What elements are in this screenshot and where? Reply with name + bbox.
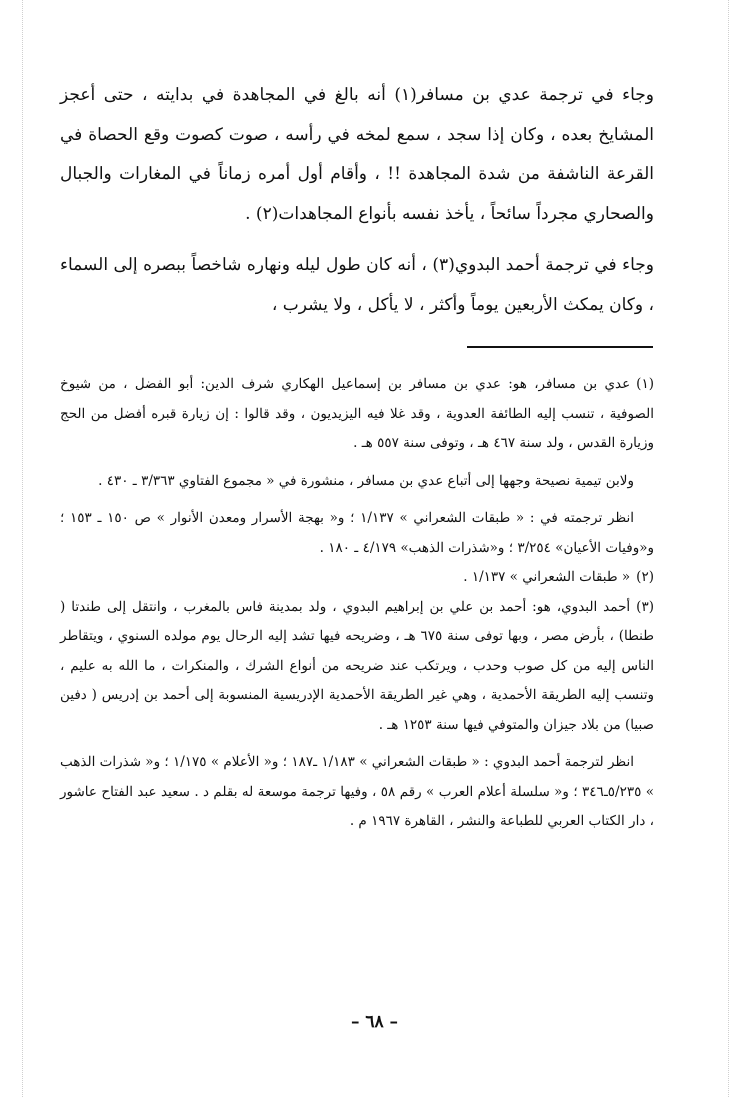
footnote-text: « طبقات الشعراني » ١/١٣٧ . xyxy=(463,569,631,585)
page-number: – ٦٨ – xyxy=(350,1012,399,1032)
footnote-3 xyxy=(60,593,654,741)
footnote-1-sources: انظر ترجمته في : « طبقات الشعراني » ١/١٣٧ ؛ و« بهجة الأسرار ومعدن الأنوار » ص ١٥٠ ـ ١٥٣ ؛ و«وفيات الأعيان» ٣/٢٥٤ ؛ و«شذرات الذهب» ٤/١٧٩ ـ ١٨٠ . xyxy=(60,510,654,556)
footnote-1 xyxy=(60,370,654,459)
left-margin-line xyxy=(22,0,23,1097)
footnote-3-sources: انظر لترجمة أحمد البدوي : « طبقات الشعراني » ١/١٨٣ ـ١٨٧ ؛ و« الأعلام » ١/١٧٥ ؛ و« شذرات الذهب » ٥/٢٣٥ـ٣٤٦ ؛ و« سلسلة أعلام العرب » رقم ٥٨ ، وفيها ترجمة موسعة له بقلم د . سعيد عبد الفتاح عاشور ، دار الكتاب العربي للطباعة والنشر ، القاهرة ١٩٦٧ م . xyxy=(60,754,654,829)
footnote-separator xyxy=(467,346,653,348)
footnote-text: عدي بن مسافر، هو: عدي بن مسافر بن إسماعيل الهكاري شرف الدين: أبو الفضل ، من شيوخ الصوفية ، تنسب إليه الطائفة العدوية ، وقد غلا فيه اليزيديون ، وقد قالوا : إن زيارة قبره أفضل من الحج وزيارة القدس ، ولد سنة ٤٦٧ هـ ، وتوفى سنة ٥٥٧ هـ . xyxy=(60,376,654,451)
footnote-2 xyxy=(60,563,654,593)
body-paragraph-1: وجاء في ترجمة عدي بن مسافر(١) أنه بالغ في المجاهدة في بدايته ، حتى أعجز المشايخ بعده ، وكان إذا سجد ، سمع لمخه في رأسه ، صوت كصوت وقع الحصاة في القرعة الناشفة من شدة المجاهدة !! ، وأقام أول أمره زماناً في المغارات والجبال والصحاري مجرداً سائحاً ، يأخذ نفسه بأنواع المجاهدات(٢) . xyxy=(60,85,654,224)
footnote-text: أحمد البدوي، هو: أحمد بن علي بن إبراهيم البدوي ، ولد بمدينة فاس بالمغرب ، وانتقل إلى طندتا ( طنطا) ، بأرض مصر ، وبها توفى سنة ٦٧٥ هـ ، وضريحه فيها تشد إليه الرحال يوم مولده السنوي ، ويتقاطر الناس إليه من كل صوب وحدب ، ويرتكب عند ضريحه من أنواع الشرك ، والمنكرات ، ما الله به عليم ، وتنسب إليه الطريقة الأحمدية ، وهي غير الطريقة الأحمدية الإدريسية المنسوبة إلى أحمد بن إدريس ( دفين صبيا) من بلاد جيزان والمتوفي فيها سنة ١٢٥٣ هـ . xyxy=(60,598,654,733)
footnote-number: (٢) xyxy=(636,569,654,585)
main-text xyxy=(60,76,654,337)
footnote-1-note: ولابن تيمية نصيحة وجهها إلى أتباع عدي بن مسافر ، منشورة في « مجموع الفتاوي ٣/٣٦٣ ـ ٤٣٠ . xyxy=(98,472,634,489)
right-margin-line xyxy=(728,0,729,1097)
footnotes xyxy=(60,370,654,837)
body-paragraph-2: وجاء في ترجمة أحمد البدوي(٣) ، أنه كان طول ليله ونهاره شاخصاً ببصره إلى السماء ، وكان يمكث الأربعين يوماً وأكثر ، لا يأكل ، ولا يشرب ، xyxy=(60,255,654,315)
footnote-number: (٣) xyxy=(636,598,654,615)
footnote-number: (١) xyxy=(636,376,654,392)
